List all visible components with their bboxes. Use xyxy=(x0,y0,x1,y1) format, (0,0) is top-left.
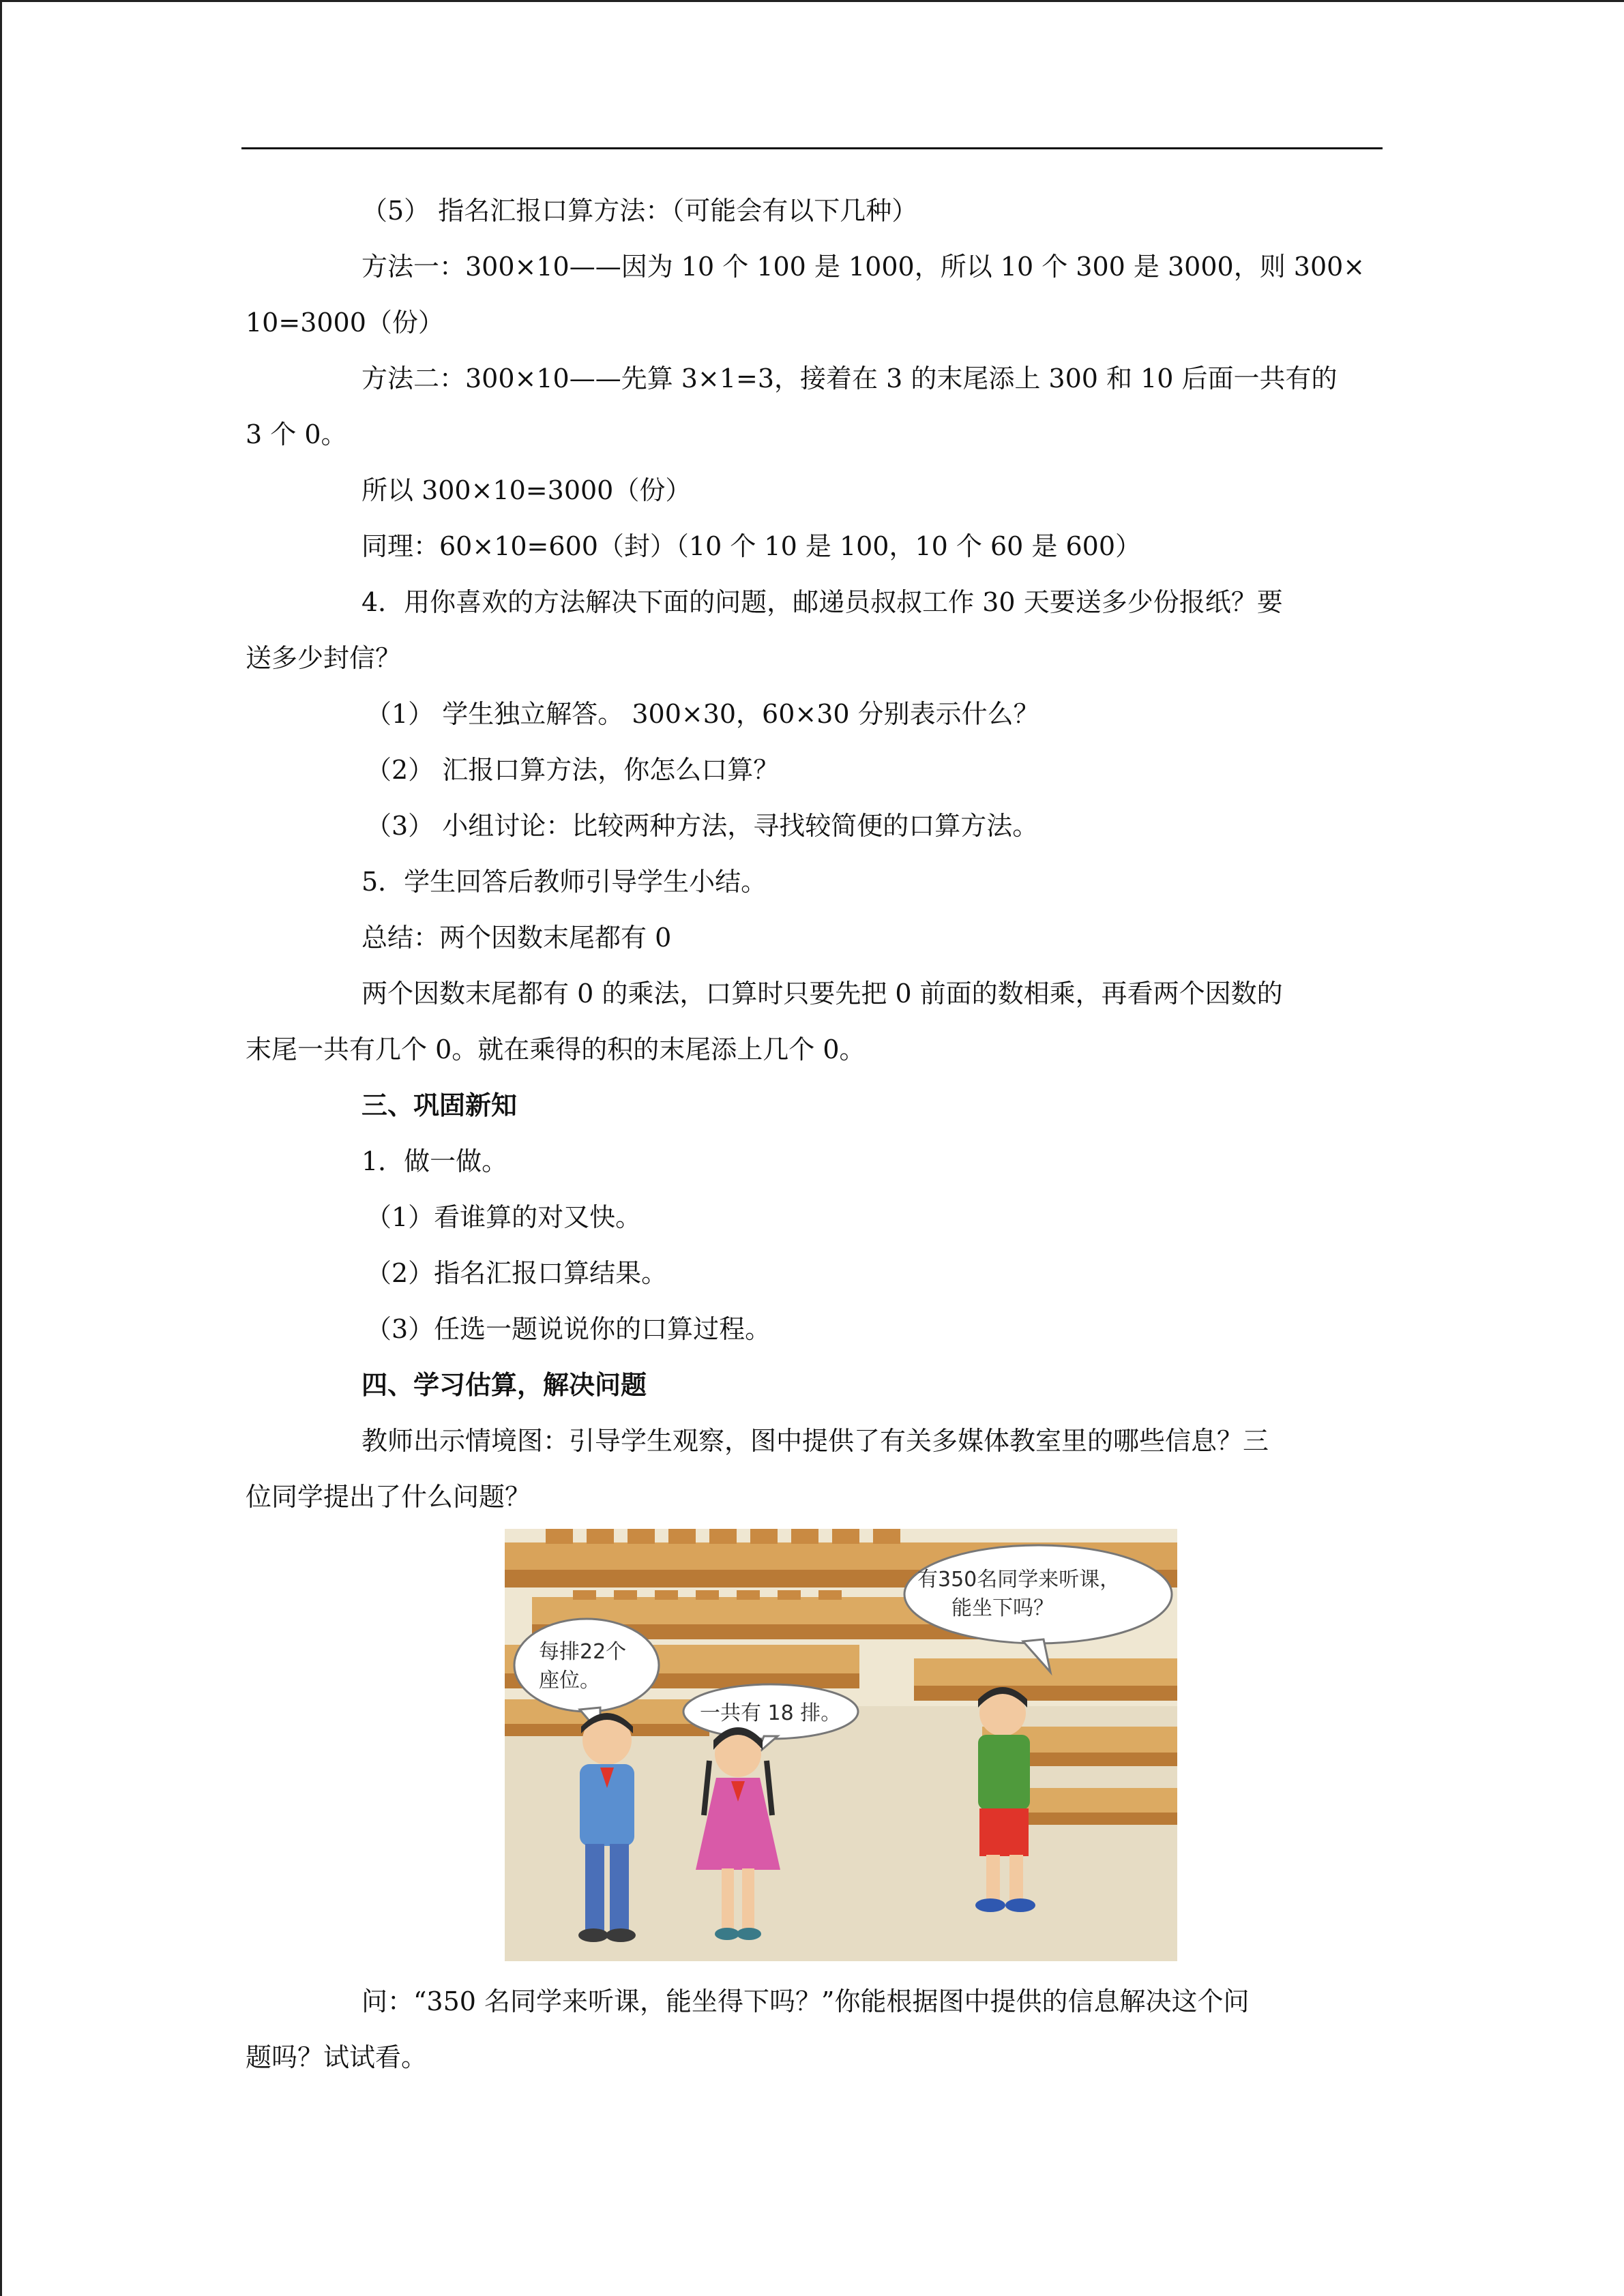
paragraph: 送多少封信？ xyxy=(246,643,402,673)
paragraph: （2）指名汇报口算结果。 xyxy=(366,1258,668,1288)
paragraph: 题吗？试试看。 xyxy=(246,2042,428,2072)
paragraph: （1） 学生独立解答。 300×30，60×30 分别表示什么？ xyxy=(366,699,1039,729)
document-body xyxy=(246,183,1378,2085)
header-rule xyxy=(241,147,1383,149)
paragraph: 两个因数末尾都有 0 的乘法，口算时只要先把 0 前面的数相乘，再看两个因数的 xyxy=(361,979,1283,1009)
classroom-illustration xyxy=(505,1529,1177,1961)
paragraph: 方法二：300×10——先算 3×1=3，接着在 3 的末尾添上 300 和 10 后面一共有的 xyxy=(361,363,1338,393)
classroom-scene-svg xyxy=(505,1529,1177,1961)
paragraph: （5） 指名汇报口算方法：（可能会有以下几种） xyxy=(361,196,918,226)
bubble-left-line2: 座位。 xyxy=(539,1669,600,1693)
paragraph: 教师出示情境图：引导学生观察，图中提供了有关多媒体教室里的哪些信息？三 xyxy=(361,1426,1269,1456)
paragraph: 问：“350 名同学来听课，能坐得下吗？”你能根据图中提供的信息解决这个问 xyxy=(361,1986,1250,2016)
paragraph: 总结：两个因数末尾都有 0 xyxy=(361,923,672,953)
paragraph: （2） 汇报口算方法，你怎么口算？ xyxy=(366,755,780,785)
paragraph: 5．学生回答后教师引导学生小结。 xyxy=(361,867,767,897)
paragraph: 4．用你喜欢的方法解决下面的问题，邮递员叔叔工作 30 天要送多少份报纸？要 xyxy=(361,587,1283,617)
page-frame-left xyxy=(0,0,2,2296)
paragraph: 方法一：300×10——因为 10 个 100 是 1000，所以 10 个 300 是 3000，则 300× xyxy=(361,252,1365,282)
bubble-middle-text: 一共有 18 排。 xyxy=(700,1701,842,1725)
paragraph: 位同学提出了什么问题？ xyxy=(246,1482,531,1512)
bubble-right-line1: 有350名同学来听课， xyxy=(917,1568,1121,1592)
paragraph: （1）看谁算的对又快。 xyxy=(366,1202,642,1232)
bubble-left-line1: 每排22个 xyxy=(539,1640,627,1664)
paragraph: 1．做一做。 xyxy=(361,1146,508,1176)
bubble-right-line2: 能坐下吗？ xyxy=(951,1596,1054,1620)
section-heading: 三、巩固新知 xyxy=(361,1090,518,1120)
paragraph: 10=3000（份） xyxy=(246,308,444,338)
paragraph: 同理：60×10=600（封）（10 个 10 是 100，10 个 60 是 600） xyxy=(361,531,1142,561)
section-heading: 四、学习估算，解决问题 xyxy=(361,1369,647,1400)
paragraph: （3） 小组讨论：比较两种方法，寻找较简便的口算方法。 xyxy=(366,811,1039,841)
paragraph: 末尾一共有几个 0。就在乘得的积的末尾添上几个 0。 xyxy=(246,1034,866,1064)
paragraph: 所以 300×10=3000（份） xyxy=(361,475,692,505)
paragraph: 3 个 0。 xyxy=(246,419,347,449)
paragraph: （3）任选一题说说你的口算过程。 xyxy=(366,1314,771,1344)
page-frame-top xyxy=(0,0,1624,2)
